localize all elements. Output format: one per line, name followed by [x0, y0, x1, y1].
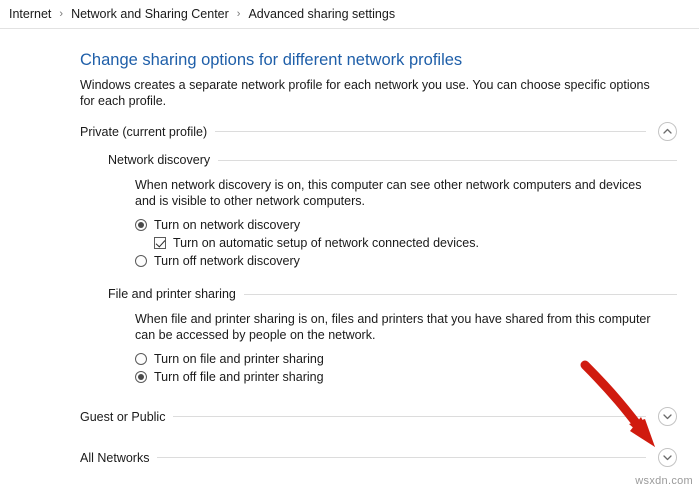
- section-text-network-discovery: When network discovery is on, this computer can see other network computers and devices and is visible to other network computers.: [135, 178, 642, 208]
- option-turn-on-file-and-printer-sharing[interactable]: [135, 352, 677, 367]
- section-body-network-discovery: [135, 177, 677, 269]
- profile-header-private[interactable]: [80, 122, 677, 141]
- option-label: Turn off network discovery: [154, 254, 300, 268]
- chevron-down-icon[interactable]: [658, 407, 677, 426]
- radio-icon[interactable]: [135, 353, 147, 365]
- option-list-network-discovery: [135, 218, 677, 269]
- breadcrumb-item-network-and-sharing-center[interactable]: Network and Sharing Center: [71, 7, 229, 21]
- radio-icon[interactable]: [135, 371, 147, 383]
- breadcrumb-item-internet[interactable]: Internet: [9, 7, 52, 21]
- section-text-file-and-printer-sharing: When file and printer sharing is on, files and printers that you have shared from this computer can be accessed by people on the network.: [135, 312, 651, 342]
- checkbox-icon[interactable]: [154, 237, 166, 249]
- profile-title-guest-or-public: Guest or Public: [80, 409, 166, 424]
- watermark: wsxdn.com: [635, 475, 693, 487]
- page-title: Change sharing options for different network profiles: [80, 51, 463, 69]
- section-body-file-and-printer-sharing: [135, 311, 677, 385]
- option-list-file-and-printer-sharing: [135, 352, 677, 385]
- section-rule: [218, 160, 677, 161]
- breadcrumb-separator-icon: ›: [236, 8, 241, 20]
- profile-rule: [157, 457, 646, 458]
- section-title-network-discovery: Network discovery: [108, 153, 211, 167]
- option-turn-off-file-and-printer-sharing[interactable]: [135, 370, 677, 385]
- option-label: Turn on automatic setup of network connected devices.: [173, 236, 479, 250]
- profile-title-private: Private (current profile): [80, 124, 208, 139]
- section-rule: [244, 294, 677, 295]
- option-turn-on-network-discovery[interactable]: [135, 218, 677, 233]
- section-header-network-discovery: [108, 153, 677, 167]
- profile-group-all-networks: [80, 448, 677, 467]
- breadcrumb-separator-icon: ›: [59, 8, 64, 20]
- section-file-and-printer-sharing: [108, 287, 677, 385]
- profile-rule: [215, 131, 646, 132]
- chevron-up-icon[interactable]: [658, 122, 677, 141]
- profile-header-guest-or-public[interactable]: [80, 407, 677, 426]
- breadcrumb[interactable]: [0, 0, 699, 28]
- radio-icon[interactable]: [135, 255, 147, 267]
- option-label: Turn off file and printer sharing: [154, 370, 324, 384]
- option-automatic-setup-devices[interactable]: [154, 236, 677, 251]
- profile-group-private: [80, 122, 677, 385]
- page-description: Windows creates a separate network profile for each network you use. You can choose specific options for each profile.: [80, 78, 650, 108]
- profile-title-all-networks: All Networks: [80, 450, 150, 465]
- section-header-file-and-printer-sharing: [108, 287, 677, 301]
- option-turn-off-network-discovery[interactable]: [135, 254, 677, 269]
- profile-header-all-networks[interactable]: [80, 448, 677, 467]
- breadcrumb-item-advanced-sharing-settings[interactable]: Advanced sharing settings: [248, 7, 396, 21]
- section-network-discovery: [108, 153, 677, 269]
- profile-group-guest-or-public: [80, 407, 677, 426]
- main-content: [0, 29, 699, 467]
- radio-icon[interactable]: [135, 219, 147, 231]
- section-title-file-and-printer-sharing: File and printer sharing: [108, 287, 236, 301]
- profile-rule: [173, 416, 646, 417]
- option-label: Turn on network discovery: [154, 218, 301, 232]
- option-label: Turn on file and printer sharing: [154, 352, 324, 366]
- all-networks-expand-button[interactable]: [658, 448, 677, 467]
